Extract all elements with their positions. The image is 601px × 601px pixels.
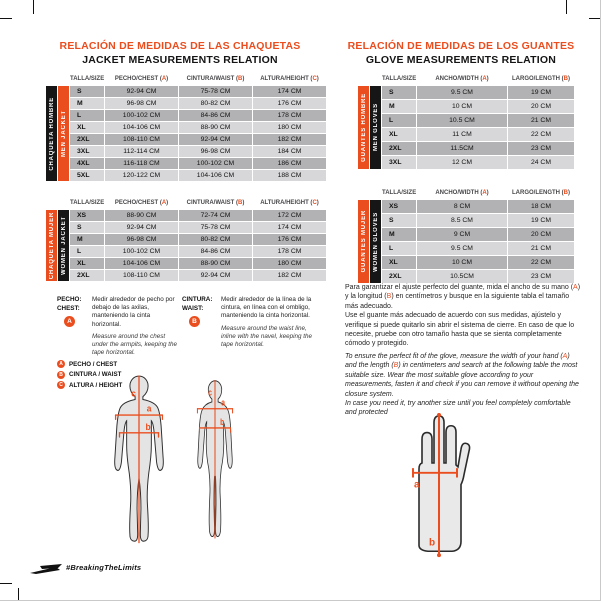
size-cell: L <box>382 114 416 127</box>
size-cell: L <box>70 110 104 121</box>
chest-badge-a: A <box>64 316 75 327</box>
measurement-cell: 12 CM <box>417 156 507 169</box>
measurement-cell: 108-110 CM <box>105 270 178 281</box>
column-header: PECHO/CHEST (A) <box>114 199 169 206</box>
male-label-a: a <box>146 403 152 414</box>
crop-mark <box>566 0 567 14</box>
table-side-label <box>370 200 381 283</box>
column-header: ANCHO/WIDTH (A) <box>435 75 489 82</box>
size-cell: 3XL <box>382 156 416 169</box>
measurement-cell: 92-94 CM <box>179 134 252 145</box>
men-jacket-size-table <box>46 72 326 181</box>
legend-label-height: ALTURA / HEIGHT <box>69 381 123 389</box>
size-cell: 5XL <box>70 170 104 181</box>
measurement-cell: 84-86 CM <box>179 246 252 257</box>
side-label-text: MEN GLOVES <box>372 103 379 152</box>
measurement-cell: 182 CM <box>253 134 326 145</box>
waist-label-en: WAIST: <box>182 304 204 312</box>
measurement-cell: 104-106 CM <box>105 122 178 133</box>
waist-instruction-texts <box>221 296 322 349</box>
measurement-cell: 9.5 CM <box>417 86 507 99</box>
column-header: TALLA/SIZE <box>70 199 105 206</box>
measurement-cell: 10.5CM <box>417 270 507 283</box>
measurement-cell: 92-94 CM <box>105 222 178 233</box>
measurement-cell: 92-94 CM <box>105 86 178 97</box>
legend-row-chest <box>57 360 122 368</box>
side-label-text: CHAQUETA HOMBRE <box>48 96 55 171</box>
measurement-cell: 96-98 CM <box>105 98 178 109</box>
column-header: ALTURA/HEIGHT (C) <box>260 75 319 82</box>
table-row <box>70 122 326 133</box>
measurement-cell: 172 CM <box>253 210 326 221</box>
measurement-cell: 188 CM <box>253 170 326 181</box>
table-row <box>70 86 326 97</box>
table-row <box>382 128 574 141</box>
table-row <box>70 158 326 169</box>
measurement-cell: 104-106 CM <box>105 258 178 269</box>
length-line-cap <box>437 553 441 557</box>
table-side-label <box>358 86 369 169</box>
side-label-text: WOMEN JACKET <box>60 216 67 275</box>
female-label-b: b <box>220 417 225 428</box>
table-header-row <box>382 186 574 199</box>
waist-badge-b: B <box>189 316 200 327</box>
size-cell: XL <box>382 128 416 141</box>
column-header: CINTURA/WAIST (B) <box>186 199 245 206</box>
measurement-cell: 22 CM <box>508 256 574 269</box>
hashtag-text: #BreakingTheLimits <box>66 563 142 572</box>
measurement-cell: 23 CM <box>508 270 574 283</box>
paragraph: Para garantizar el ajuste perfecto del guante, mida el ancho de su mano (A) y la longitud (B) en centímetros y busque en la siguiente tabla el tamaño más adecuado. <box>345 284 581 310</box>
measurement-cell: 8.5 CM <box>417 214 507 227</box>
measurement-cell: 88-90 CM <box>179 122 252 133</box>
glove-title-en: GLOVE MEASUREMENTS RELATION <box>365 53 557 66</box>
measurement-cell: 184 CM <box>253 146 326 157</box>
crop-mark <box>0 583 12 584</box>
table-row <box>382 214 574 227</box>
measurement-cell: 88-90 CM <box>105 210 178 221</box>
table-side-label <box>58 210 69 281</box>
table-row <box>382 86 574 99</box>
measurement-cell: 75-78 CM <box>179 222 252 233</box>
measurement-cell: 8 CM <box>417 200 507 213</box>
column-header: ANCHO/WIDTH (A) <box>435 189 489 196</box>
women-glove-size-table <box>358 186 574 283</box>
table-row <box>382 242 574 255</box>
measurement-cell: 19 CM <box>508 214 574 227</box>
table-row <box>70 258 326 269</box>
male-label-c: c <box>131 388 136 399</box>
measurement-cell: 100-102 CM <box>105 110 178 121</box>
measurement-cell: 178 CM <box>253 110 326 121</box>
measurement-cell: 24 CM <box>508 156 574 169</box>
size-cell: 2XL <box>382 270 416 283</box>
measurement-cell: 180 CM <box>253 122 326 133</box>
glove-fit-text-spanish <box>345 283 583 349</box>
table-side-label <box>370 86 381 169</box>
legend-label-chest: PECHO / CHEST <box>69 360 118 368</box>
measurement-cell: 104-106 CM <box>179 170 252 181</box>
measurement-cell: 75-78 CM <box>179 86 252 97</box>
measurement-cell: 11.5CM <box>417 142 507 155</box>
measurement-cell: 9 CM <box>417 228 507 241</box>
table-row <box>382 142 574 155</box>
size-cell: XL <box>70 122 104 133</box>
table-row <box>70 170 326 181</box>
side-label-text: GUANTES HOMBRE <box>360 93 367 162</box>
table-header-row <box>70 72 326 85</box>
measurement-cell: 20 CM <box>508 100 574 113</box>
measurement-cell: 20 CM <box>508 228 574 241</box>
measurement-cell: 10 CM <box>417 100 507 113</box>
size-cell: S <box>70 86 104 97</box>
table-row <box>70 110 326 121</box>
size-cell: L <box>382 242 416 255</box>
jacket-title-es: RELACIÓN DE MEDIDAS DE LAS CHAQUETAS <box>59 40 301 52</box>
measurement-cell: 80-82 CM <box>179 98 252 109</box>
size-cell: S <box>382 214 416 227</box>
size-cell: L <box>70 246 104 257</box>
measurement-cell: 22 CM <box>508 128 574 141</box>
table-row <box>382 228 574 241</box>
measurement-cell: 23 CM <box>508 142 574 155</box>
table-row <box>70 246 326 257</box>
size-cell: M <box>70 234 104 245</box>
column-header: CINTURA/WAIST (B) <box>186 75 245 82</box>
table-row <box>382 270 574 283</box>
measurement-cell: 100-102 CM <box>179 158 252 169</box>
measurement-cell: 80-82 CM <box>179 234 252 245</box>
chest-instruction-block <box>57 296 179 357</box>
chest-text-en: Measure around the chest under the armpits, keeping the tape horizontal. <box>92 332 178 357</box>
table-side-label <box>46 86 57 181</box>
crop-mark <box>18 588 19 601</box>
length-line-cap <box>437 413 441 417</box>
side-label-text: GUANTES MUJER <box>360 210 367 273</box>
size-cell: XL <box>382 256 416 269</box>
measurement-cell: 88-90 CM <box>179 258 252 269</box>
hand-label-b: b <box>429 537 436 549</box>
jacket-section-title <box>40 40 320 67</box>
table-row <box>70 98 326 109</box>
table-row <box>382 200 574 213</box>
measurement-cell: 21 CM <box>508 114 574 127</box>
paragraph: In case you need it, try another size until you feel completely comfortable and protected <box>345 399 571 417</box>
chest-label-en: CHEST: <box>57 304 80 312</box>
hand-diagram <box>404 412 474 564</box>
chest-text-es: Medir alrededor de pecho por debajo de las axilas, manteniendo la cinta horizontal. <box>92 296 175 328</box>
measurement-cell: 11 CM <box>417 128 507 141</box>
waist-instruction-labels <box>182 296 216 349</box>
table-row <box>382 156 574 169</box>
legend-badge-c: C <box>57 381 65 389</box>
crop-mark <box>33 0 34 14</box>
measurement-cell: 10 CM <box>417 256 507 269</box>
size-cell: S <box>70 222 104 233</box>
measurement-cell: 100-102 CM <box>105 246 178 257</box>
jacket-title-en: JACKET MEASUREMENTS RELATION <box>82 53 278 66</box>
size-cell: M <box>382 228 416 241</box>
measurement-cell: 9.5 CM <box>417 242 507 255</box>
column-header: TALLA/SIZE <box>70 75 105 82</box>
table-header-row <box>382 72 574 85</box>
women-jacket-size-table <box>46 196 326 281</box>
measurement-cell: 108-110 CM <box>105 134 178 145</box>
paragraph: Use el guante más adecuado de acuerdo con sus medidas, ajústelo y verifique si puede quitarlo sin abrir el sistema de cierre. En caso de que lo necesite, pruebe con otro tamaño hasta que se sienta completamente cómodo y protegido. <box>345 312 575 348</box>
measurement-cell: 186 CM <box>253 158 326 169</box>
measurement-cell: 112-114 CM <box>105 146 178 157</box>
column-header: LARGO/LENGTH (B) <box>511 75 570 82</box>
waist-instruction-block <box>182 296 322 349</box>
legend-badge-b: B <box>57 371 65 379</box>
waist-text-es: Medir alrededor de la línea de la cintura, en línea con el ombligo, manteniendo la cinta horizontal. <box>221 296 312 320</box>
column-header: TALLA/SIZE <box>382 189 417 196</box>
size-cell: XL <box>70 258 104 269</box>
column-header: TALLA/SIZE <box>382 75 417 82</box>
measurement-cell: 19 CM <box>508 86 574 99</box>
hand-silhouette <box>419 416 470 551</box>
measurement-cell: 84-86 CM <box>179 110 252 121</box>
size-cell: 2XL <box>382 142 416 155</box>
logo-swoosh <box>40 564 62 569</box>
size-cell: XS <box>382 200 416 213</box>
hand-label-a: a <box>414 479 420 491</box>
size-cell: M <box>382 100 416 113</box>
measurement-cell: 18 CM <box>508 200 574 213</box>
glove-title-es: RELACIÓN DE MEDIDAS DE LOS GUANTES <box>347 40 575 52</box>
glove-fit-text-english <box>345 352 583 418</box>
table-row <box>70 270 326 281</box>
chest-instruction-labels <box>57 296 87 357</box>
legend-label-waist: CINTURA / WAIST <box>69 371 122 378</box>
measurement-cell: 96-98 CM <box>179 146 252 157</box>
measurement-cell: 120-122 CM <box>105 170 178 181</box>
measurement-cell: 178 CM <box>253 246 326 257</box>
table-row <box>382 114 574 127</box>
brand-logo-icon <box>30 564 62 574</box>
table-side-label <box>58 86 69 181</box>
size-cell: XS <box>70 210 104 221</box>
measurement-cell: 92-94 CM <box>179 270 252 281</box>
table-row <box>70 134 326 145</box>
side-label-text: WOMEN GLOVES <box>372 211 379 272</box>
column-header: PECHO/CHEST (A) <box>114 75 169 82</box>
female-body-diagram <box>184 378 246 542</box>
glove-section-title <box>342 40 580 67</box>
paragraph: To ensure the perfect fit of the glove, measure the width of your hand (A) and the length (B) in centimeters and search at the following table the most suitable size. Wear the most suitable glove according to your measurements, fasten it and check if you can remove it without opening the closure system. <box>345 353 579 398</box>
measurement-cell: 180 CM <box>253 258 326 269</box>
female-label-a: a <box>221 397 225 408</box>
measurement-cell: 10.5 CM <box>417 114 507 127</box>
men-glove-size-table <box>358 72 574 169</box>
crop-mark <box>589 18 601 19</box>
size-cell: M <box>70 98 104 109</box>
waist-label-es: CINTURA: <box>182 296 213 303</box>
side-label-text: CHAQUETA MUJER <box>48 211 55 280</box>
side-label-text: MEN JACKET <box>60 109 67 157</box>
size-cell: 4XL <box>70 158 104 169</box>
male-body-diagram <box>100 374 178 544</box>
table-header-row <box>70 196 326 209</box>
table-row <box>70 210 326 221</box>
measurement-cell: 96-98 CM <box>105 234 178 245</box>
measurement-cell: 21 CM <box>508 242 574 255</box>
measurement-cell: 72-74 CM <box>179 210 252 221</box>
measurement-cell: 174 CM <box>253 222 326 233</box>
table-row <box>70 234 326 245</box>
table-row <box>70 222 326 233</box>
measurement-cell: 182 CM <box>253 270 326 281</box>
size-cell: 3XL <box>70 146 104 157</box>
table-row <box>382 256 574 269</box>
column-header: LARGO/LENGTH (B) <box>511 189 570 196</box>
measurement-cell: 116-118 CM <box>105 158 178 169</box>
crop-mark <box>0 18 12 19</box>
column-header: ALTURA/HEIGHT (C) <box>260 199 319 206</box>
table-side-label <box>46 210 57 281</box>
chest-label-es: PECHO: <box>57 296 82 303</box>
table-row <box>382 100 574 113</box>
measurement-cell: 176 CM <box>253 98 326 109</box>
waist-text-en: Measure around the waist line, inline with the navel, keeping the tape horizontal. <box>221 324 313 348</box>
table-side-label <box>358 200 369 283</box>
female-label-c: c <box>208 387 213 399</box>
male-label-b: b <box>145 421 151 433</box>
legend-badge-a: A <box>57 360 65 368</box>
chest-instruction-texts <box>92 296 179 357</box>
table-row <box>70 146 326 157</box>
size-cell: S <box>382 86 416 99</box>
size-cell: 2XL <box>70 134 104 145</box>
measurement-cell: 174 CM <box>253 86 326 97</box>
size-cell: 2XL <box>70 270 104 281</box>
measurement-cell: 176 CM <box>253 234 326 245</box>
